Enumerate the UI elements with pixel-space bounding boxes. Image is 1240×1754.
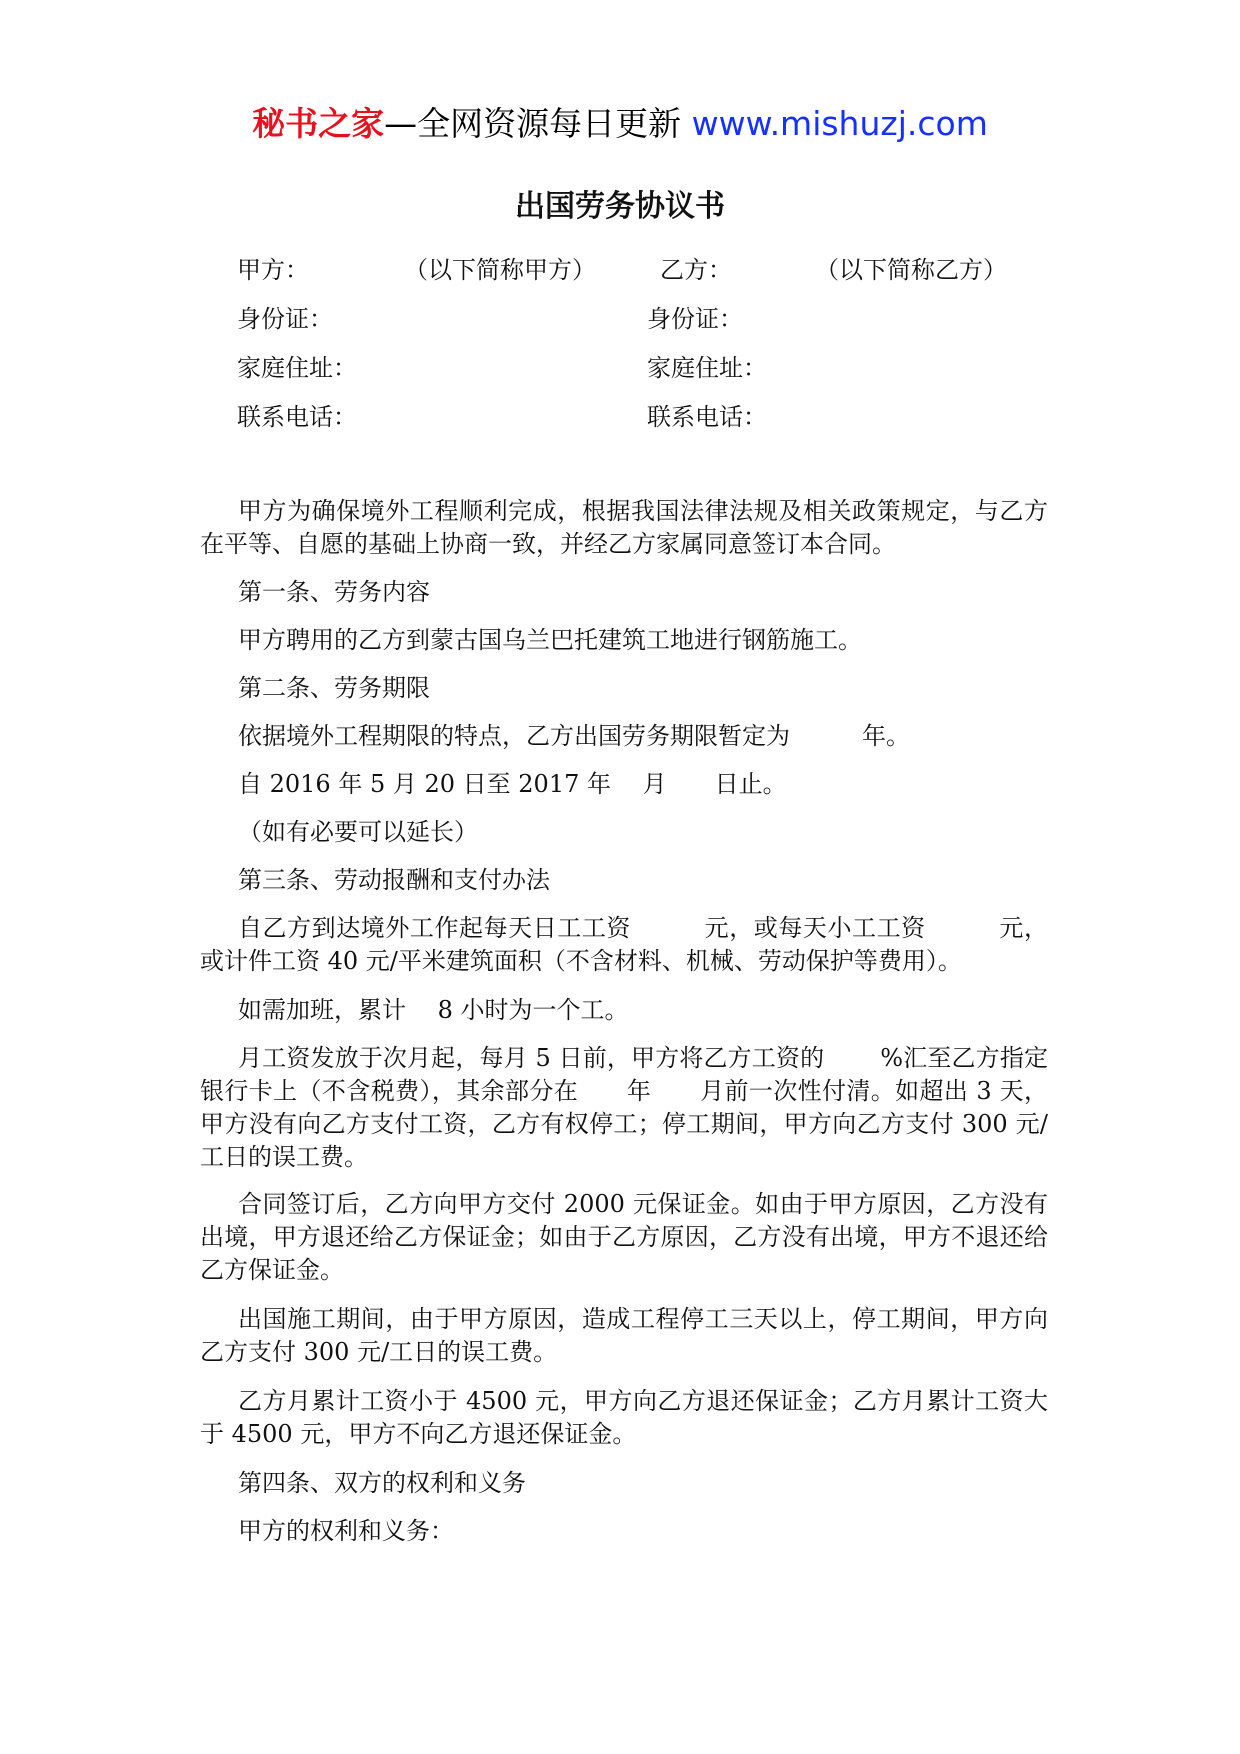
- party-a-note: （以下简称甲方）: [404, 256, 596, 284]
- site-url-link[interactable]: www.mishuzj.com: [691, 104, 988, 143]
- address-label-b: 家庭住址：: [647, 354, 767, 382]
- article-2-term: 依据境外工程期限的特点，乙方出国劳务期限暂定为 年。: [238, 722, 910, 750]
- article-3-payment-schedule: 月工资发放于次月起，每月 5 日前，甲方将乙方工资的 %汇至乙方指定银行卡上（不含税费），其余部分在 年 月前一次性付清。如超出 3 天，甲方没有向乙方支付工资，乙方有权停工；停工期间，甲方向乙方支付 300 元/工日的误工费。: [200, 1044, 1048, 1171]
- article-3-wage-rates: 自乙方到达境外工作起每天日工工资 元，或每天小工工资 元，或计件工资 40 元/平米建筑面积（不含材料、机械、劳动保护等费用）。: [200, 914, 1048, 975]
- article-2-heading: 第二条、劳务期限: [238, 674, 430, 702]
- party-b-label: 乙方：: [660, 256, 732, 284]
- article-1-heading: 第一条、劳务内容: [238, 578, 430, 606]
- id-label-b: 身份证：: [647, 305, 743, 333]
- id-label-a: 身份证：: [237, 305, 333, 333]
- site-header: [0, 100, 1240, 148]
- article-1-body: 甲方聘用的乙方到蒙古国乌兰巴托建筑工地进行钢筋施工。: [238, 626, 862, 654]
- document-title: 出国劳务协议书: [515, 189, 725, 224]
- article-3-heading: 第三条、劳动报酬和支付办法: [238, 866, 550, 894]
- site-brand: 秘书之家: [252, 104, 385, 143]
- article-4-party-a-heading: 甲方的权利和义务：: [238, 1517, 454, 1545]
- article-2-extension-note: （如有必要可以延长）: [238, 818, 478, 846]
- article-3-deposit-refund: 乙方月累计工资小于 4500 元，甲方向乙方退还保证金；乙方月累计工资大于 4500 元，甲方不向乙方退还保证金。: [200, 1387, 1048, 1448]
- article-3-overtime: 如需加班，累计 8 小时为一个工。: [238, 996, 629, 1024]
- article-3-stoppage-compensation: 出国施工期间，由于甲方原因，造成工程停工三天以上，停工期间，甲方向乙方支付 300 元/工日的误工费。: [200, 1305, 1048, 1366]
- phone-label-b: 联系电话：: [647, 403, 767, 431]
- phone-label-a: 联系电话：: [237, 403, 357, 431]
- article-2-dates: 自 2016 年 5 月 20 日至 2017 年 月 日止。: [238, 770, 787, 798]
- address-label-a: 家庭住址：: [237, 354, 357, 382]
- preamble-paragraph: 甲方为确保境外工程顺利完成，根据我国法律法规及相关政策规定，与乙方在平等、自愿的基础上协商一致，并经乙方家属同意签订本合同。: [200, 497, 1048, 558]
- site-slogan: —全网资源每日更新: [384, 104, 682, 143]
- party-a-label: 甲方：: [237, 256, 309, 284]
- party-b-note: （以下简称乙方）: [815, 256, 1007, 284]
- article-4-heading: 第四条、双方的权利和义务: [238, 1469, 526, 1497]
- article-3-deposit: 合同签订后，乙方向甲方交付 2000 元保证金。如由于甲方原因，乙方没有出境，甲方退还给乙方保证金；如由于乙方原因，乙方没有出境，甲方不退还给乙方保证金。: [200, 1190, 1048, 1284]
